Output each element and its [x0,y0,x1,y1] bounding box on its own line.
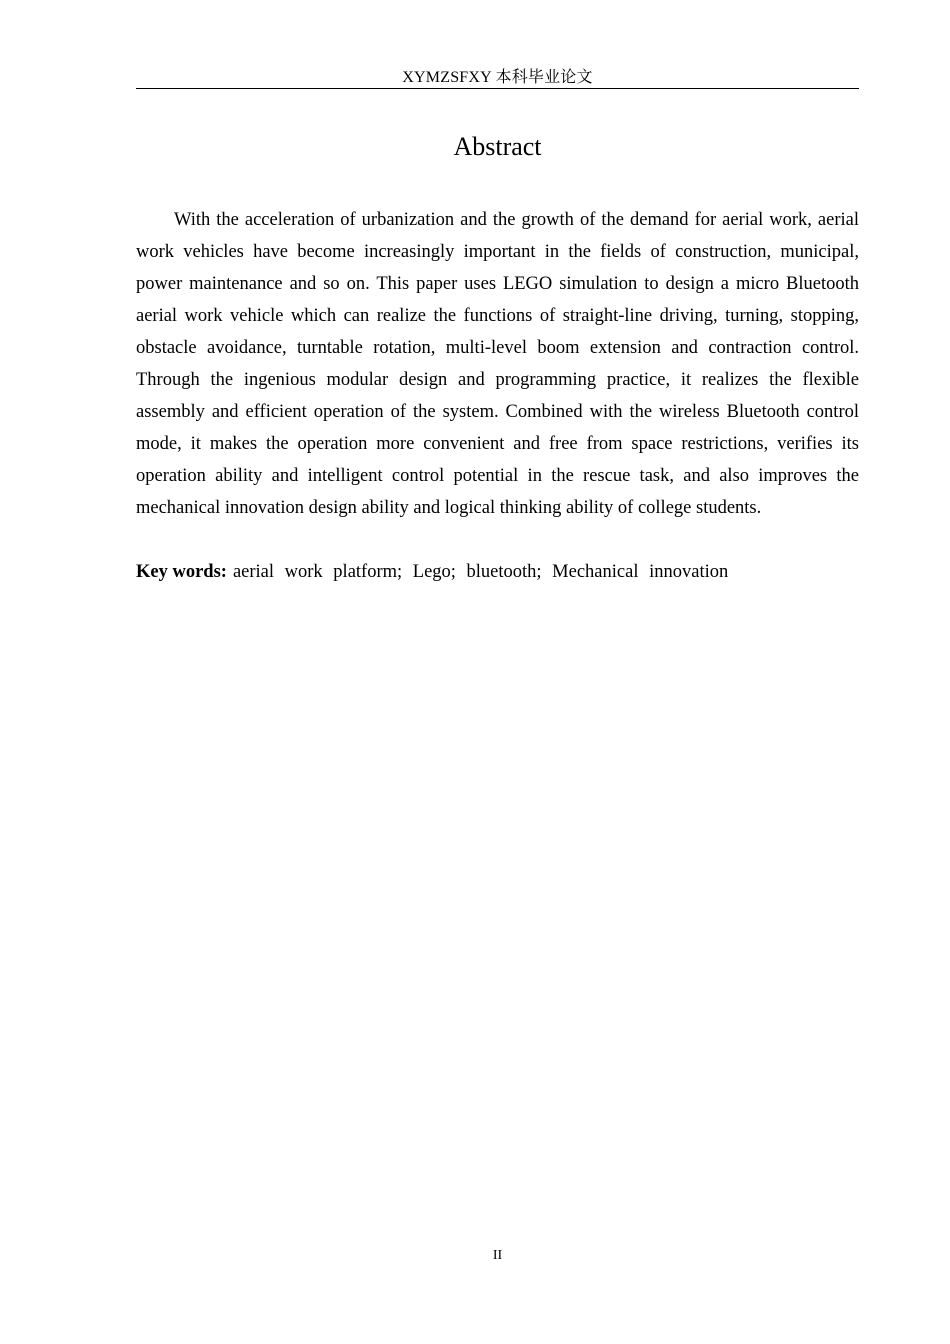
page-number: II [492,1248,503,1263]
abstract-body: With the acceleration of urbanization and the growth of the demand for aerial work, aerial work vehicles have become increasingly important in the fields of construction, municipal, power maintenance and so on. This paper uses LEGO simulation to design a micro Bluetooth aerial work vehicle which can realize the functions of straight-line driving, turning, stopping, obstacle avoidance, turntable rotation, multi-level boom extension and contraction control. Through the ingenious modular design and programming practice, it realizes the flexible assembly and efficient operation of the system. Combined with the wireless Bluetooth control mode, it makes the operation more convenient and free from space restrictions, verifies its operation ability and intelligent control potential in the rescue task, and also improves the mechanical innovation design ability and logical thinking ability of college students. [136,210,859,518]
abstract-title: Abstract [453,132,542,161]
keywords-list: aerial work platform; Lego; bluetooth; Mechanical innovation [232,562,729,582]
keywords-label: Key words: [136,562,227,582]
keywords-line [136,556,859,588]
running-header: XYMZSFXY 本科毕业论文 [136,68,859,89]
